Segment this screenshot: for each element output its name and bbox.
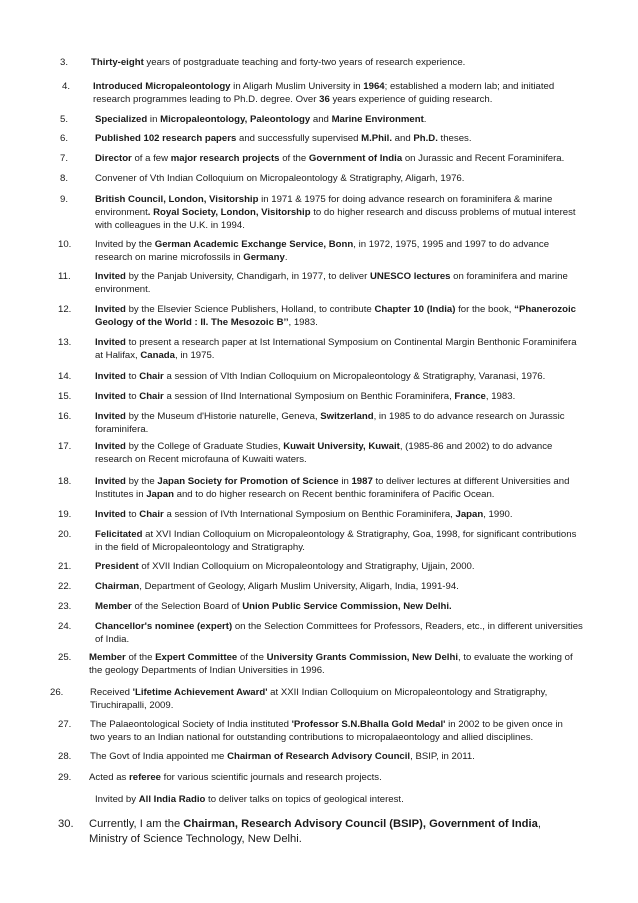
bold-text: Chairman of Research Advisory Council bbox=[227, 751, 411, 762]
bold-text: Invited bbox=[95, 371, 126, 382]
bold-text: Specialized bbox=[95, 114, 148, 125]
item-text bbox=[95, 475, 585, 501]
text-run: of the bbox=[279, 153, 309, 164]
bold-text: Japan Society for Promotion of Science bbox=[157, 476, 339, 487]
text-run: and bbox=[310, 114, 332, 125]
bold-text: Chair bbox=[139, 391, 164, 402]
item-text bbox=[93, 80, 583, 106]
item-text bbox=[89, 651, 579, 677]
text-run: years experience of guiding research. bbox=[329, 94, 493, 105]
text-run: and bbox=[392, 133, 414, 144]
text-run: years of postgraduate teaching and forty-two years of research experience. bbox=[143, 57, 466, 68]
text-run: , (1985-86 and 2002) to do advance research on Recent microfauna of Kuwaiti waters. bbox=[95, 441, 553, 465]
text-run: in Aligarh Muslim University in bbox=[230, 81, 364, 92]
item-text bbox=[95, 303, 585, 329]
item-number: 12. bbox=[58, 304, 72, 315]
bold-text: Invited bbox=[95, 411, 126, 422]
text-run: at XVI Indian Colloquium on Micropaleontology & Stratigraphy, Goa, 1998, for significant contributions in the field of Micropaleontology and Stratigraphy. bbox=[95, 529, 577, 553]
item-text bbox=[95, 793, 585, 806]
text-run: of a few bbox=[131, 153, 171, 164]
item-number: 26. bbox=[50, 687, 64, 698]
bold-text: British Council, London, Visitorship bbox=[95, 194, 259, 205]
item-text bbox=[95, 113, 585, 126]
item-number: 30. bbox=[58, 818, 74, 830]
item-number: 27. bbox=[58, 719, 72, 730]
item-text bbox=[90, 686, 580, 712]
item-number: 9. bbox=[60, 194, 69, 205]
text-run: a session of IVth International Symposium on Benthic Foraminifera, bbox=[163, 509, 456, 520]
item-text bbox=[95, 440, 585, 466]
text-run: to bbox=[125, 509, 140, 520]
item-number: 20. bbox=[58, 529, 72, 540]
text-run: , Ministry of Science Technology, New Delhi. bbox=[89, 818, 541, 845]
item-text bbox=[95, 132, 585, 145]
item-number: 4. bbox=[62, 81, 71, 92]
bold-text: All India Radio bbox=[138, 794, 206, 805]
item-number: 22. bbox=[58, 581, 72, 592]
item-text bbox=[95, 172, 585, 185]
text-run: by the Panjab University, Chandigarh, in 1977, to deliver bbox=[125, 271, 370, 282]
bold-text: Chairman, Research Advisory Council (BSIP), Government of India bbox=[183, 818, 538, 830]
bold-text: “Phanerozoic Geology of the World : II. The Mesozoic B’’ bbox=[95, 304, 576, 328]
text-run: by the bbox=[125, 476, 158, 487]
bold-text: President bbox=[95, 561, 139, 572]
text-run: ; established a modern lab; and initiated research programmes leading to Ph.D. degree. Over bbox=[93, 81, 555, 105]
text-run: , in 1985 to do advance research on Jurassic foraminifera. bbox=[95, 411, 565, 435]
bold-text: Member bbox=[89, 652, 126, 663]
item-text bbox=[95, 152, 585, 165]
item-text bbox=[95, 370, 585, 383]
bold-text: Felicitated bbox=[95, 529, 143, 540]
text-run: and to do higher research on Recent benthic foraminifera of Pacific Ocean. bbox=[173, 489, 495, 500]
bold-text: Invited bbox=[95, 271, 126, 282]
bold-text: Union Public Service Commission, New Delhi. bbox=[242, 601, 452, 612]
text-run: , 1983. bbox=[485, 391, 516, 402]
bold-text: 1987 bbox=[351, 476, 373, 487]
bold-text: University Grants Commission, New Delhi bbox=[266, 652, 458, 663]
text-run: a session of VIth Indian Colloquium on Micropaleontology & Stratigraphy, Varanasi, 1976. bbox=[163, 371, 546, 382]
bold-text: Chair bbox=[139, 509, 164, 520]
text-run: on Jurassic and Recent Foraminifera. bbox=[402, 153, 565, 164]
item-text bbox=[95, 600, 585, 613]
item-text bbox=[90, 750, 580, 763]
bold-text: Member bbox=[95, 601, 132, 612]
bold-text: Invited bbox=[95, 304, 126, 315]
text-run: The Palaeontological Society of India instituted bbox=[90, 719, 292, 730]
item-number: 3. bbox=[60, 57, 69, 68]
text-run: , in 1972, 1975, 1995 and 1997 to do advance research on marine microfossils in bbox=[95, 239, 550, 263]
bold-text: Canada bbox=[140, 350, 175, 361]
bold-text: Japan bbox=[146, 489, 174, 500]
bold-text: M.Phil. bbox=[361, 133, 393, 144]
item-text bbox=[95, 508, 585, 521]
bold-text: Director bbox=[95, 153, 132, 164]
item-number: 10. bbox=[58, 239, 72, 250]
text-run: for various scientific journals and research projects. bbox=[161, 772, 382, 783]
text-run: at XXII Indian Colloquium on Micropaleontology and Stratigraphy, Tiruchirapalli, 2009. bbox=[90, 687, 548, 711]
item-number: 6. bbox=[60, 133, 69, 144]
text-run: Invited by bbox=[95, 794, 139, 805]
item-number: 14. bbox=[58, 371, 72, 382]
bold-text: Chairman bbox=[95, 581, 140, 592]
bold-text: Invited bbox=[95, 476, 126, 487]
bold-text: France bbox=[454, 391, 486, 402]
text-run: The Govt of India appointed me bbox=[90, 751, 228, 762]
item-number: 19. bbox=[58, 509, 72, 520]
item-text bbox=[89, 817, 579, 847]
bold-text: Invited bbox=[95, 441, 126, 452]
item-number: 11. bbox=[58, 271, 71, 282]
bold-text: UNESCO lectures bbox=[370, 271, 451, 282]
text-run: to bbox=[125, 391, 140, 402]
item-number: 5. bbox=[60, 114, 69, 125]
item-text bbox=[95, 620, 585, 646]
item-number: 18. bbox=[58, 476, 72, 487]
text-run: in bbox=[147, 114, 161, 125]
item-text bbox=[95, 410, 585, 436]
bold-text: Ph.D. bbox=[413, 133, 438, 144]
item-number: 13. bbox=[58, 337, 72, 348]
text-run: of XVII Indian Colloquium on Micropaleontology and Stratigraphy, Ujjain, 2000. bbox=[138, 561, 475, 572]
bold-text: 1964 bbox=[363, 81, 385, 92]
bold-text: Published 102 research papers bbox=[95, 133, 237, 144]
text-run: , 1990. bbox=[483, 509, 513, 520]
text-run: to bbox=[125, 371, 140, 382]
item-number: 23. bbox=[58, 601, 72, 612]
text-run: to deliver lectures at different Universities and Institutes in bbox=[95, 476, 570, 500]
bold-text: Chancellor's nominee (expert) bbox=[95, 621, 233, 632]
item-number: 8. bbox=[60, 173, 69, 184]
item-text bbox=[89, 771, 579, 784]
item-text bbox=[95, 336, 585, 362]
bold-text: Kuwait University, Kuwait bbox=[283, 441, 400, 452]
text-run: in bbox=[338, 476, 352, 487]
item-text bbox=[95, 390, 585, 403]
text-run: to do higher research and discuss problems of mutual interest with colleagues in the U.K. in 1994. bbox=[95, 207, 576, 231]
item-number: 7. bbox=[60, 153, 69, 164]
text-run: , Department of Geology, Aligarh Muslim University, Aligarh, India, 1991-94. bbox=[139, 581, 459, 592]
item-number: 17. bbox=[58, 441, 72, 452]
text-run: and successfully supervised bbox=[236, 133, 362, 144]
text-run: Invited by the bbox=[95, 239, 155, 250]
item-number: 15. bbox=[58, 391, 72, 402]
text-run: , to evaluate the working of the geology Departments of Indian Universities in 1996. bbox=[89, 652, 573, 676]
text-run: Convener of Vth Indian Colloquium on Micropaleontology & Stratigraphy, Aligarh, 1976. bbox=[95, 173, 465, 184]
item-text bbox=[95, 238, 585, 264]
text-run: in 2002 to be given once in two years to an Indian national for outstanding contributions to micropalaeontology and allied disciplines. bbox=[90, 719, 563, 743]
bold-text: Germany bbox=[243, 252, 285, 263]
text-run: , BSIP, in 2011. bbox=[410, 751, 475, 762]
item-text bbox=[95, 528, 585, 554]
text-run: theses. bbox=[437, 133, 472, 144]
text-run: of the bbox=[125, 652, 156, 663]
text-run: . bbox=[284, 252, 288, 263]
bold-text: Invited bbox=[95, 509, 126, 520]
bold-text: Thirty-eight bbox=[91, 57, 144, 68]
item-text bbox=[90, 718, 580, 744]
text-run: of the bbox=[237, 652, 267, 663]
item-number: 16. bbox=[58, 411, 72, 422]
item-number: 21. bbox=[58, 561, 72, 572]
bold-text: major research projects bbox=[170, 153, 280, 164]
text-run: Currently, I am the bbox=[89, 818, 184, 830]
text-run: . bbox=[423, 114, 427, 125]
item-text bbox=[95, 270, 585, 296]
bold-text: Chapter 10 (India) bbox=[374, 304, 456, 315]
text-run: Acted as bbox=[89, 772, 129, 783]
text-run: to present a research paper at Ist International Symposium on Continental Margin Benthonic Foraminifera at Halifax, bbox=[95, 337, 577, 361]
item-number: 29. bbox=[58, 772, 72, 783]
bold-text: 'Lifetime Achievement Award' bbox=[132, 687, 268, 698]
text-run: by the Elsevier Science Publishers, Holland, to contribute bbox=[125, 304, 375, 315]
item-text bbox=[95, 193, 585, 232]
bold-text: referee bbox=[129, 772, 162, 783]
bold-text: Marine Environment bbox=[331, 114, 424, 125]
bold-text: Switzerland bbox=[320, 411, 374, 422]
bold-text: 36 bbox=[319, 94, 330, 105]
bold-text: Expert Committee bbox=[155, 652, 238, 663]
item-text bbox=[95, 580, 585, 593]
text-run: on foraminifera and marine environment. bbox=[95, 271, 568, 295]
bold-text: Invited bbox=[95, 391, 126, 402]
text-run: for the book, bbox=[455, 304, 515, 315]
text-run: , 1983. bbox=[288, 317, 318, 328]
text-run: a session of IInd International Symposium on Benthic Foraminifera, bbox=[163, 391, 455, 402]
bold-text: 'Professor S.N.Bhalla Gold Medal' bbox=[291, 719, 446, 730]
bold-text: . Royal Society, London, Visitorship bbox=[147, 207, 311, 218]
bold-text: Japan bbox=[455, 509, 484, 520]
bold-text: Introduced Micropaleontology bbox=[93, 81, 231, 92]
text-run: on the Selection Committees for Professors, Readers, etc., in different universities of India. bbox=[95, 621, 583, 645]
bold-text: German Academic Exchange Service, Bonn bbox=[154, 239, 354, 250]
text-run: , in 1975. bbox=[174, 350, 215, 361]
text-run: to deliver talks on topics of geological interest. bbox=[205, 794, 404, 805]
text-run: in 1971 & 1975 for doing advance research on foraminifera & marine environment bbox=[95, 194, 553, 218]
text-run: of the Selection Board of bbox=[131, 601, 243, 612]
bold-text: Government of India bbox=[308, 153, 403, 164]
text-run: Received bbox=[90, 687, 133, 698]
item-text bbox=[91, 56, 581, 69]
item-text bbox=[95, 560, 585, 573]
item-number: 25. bbox=[58, 652, 72, 663]
bold-text: Invited bbox=[95, 337, 126, 348]
bold-text: Chair bbox=[139, 371, 164, 382]
item-number: 28. bbox=[58, 751, 72, 762]
item-number: 24. bbox=[58, 621, 72, 632]
text-run: by the College of Graduate Studies, bbox=[125, 441, 284, 452]
text-run: by the Museum d'Historie naturelle, Geneva, bbox=[125, 411, 321, 422]
bold-text: Micropaleontology, Paleontology bbox=[160, 114, 311, 125]
